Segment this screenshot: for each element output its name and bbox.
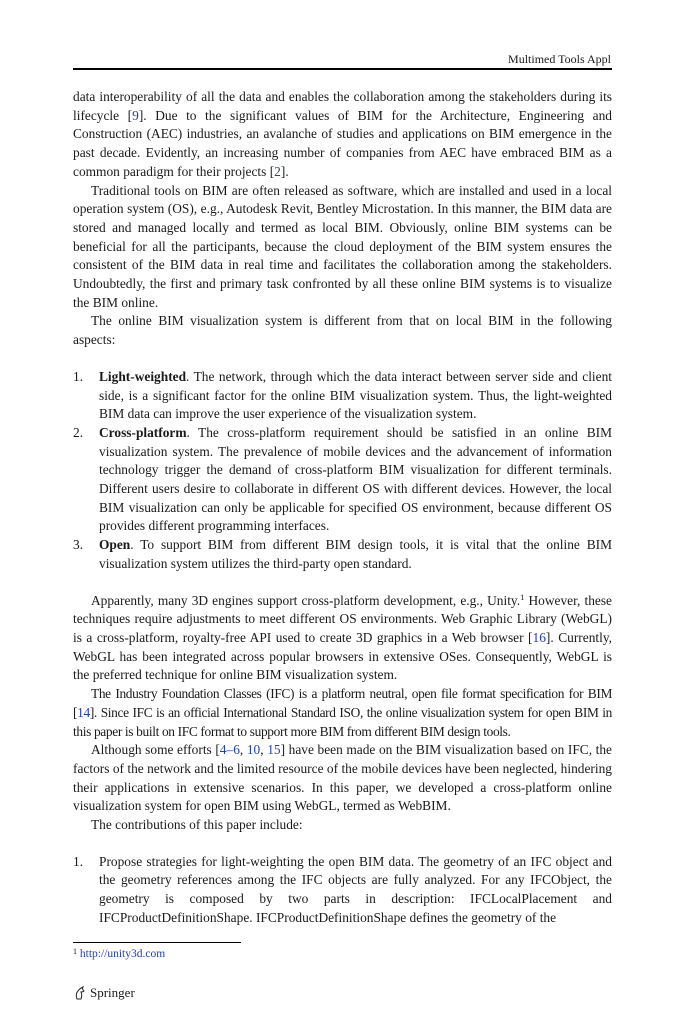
- citation-link[interactable]: 9: [132, 107, 139, 123]
- paragraph-4: Apparently, many 3D engines support cross-platform development, e.g., Unity.$^1$ However, these techniques require adjustments to meet different OS environments. Web Graphic Library (WebGL) is a cross-platform, royalty-free API used to create 3D graphics in a Web browser [16]. Currently, WebGL has been integrated across popular browsers in extensive OSes. Consequently, WebGL is the preferred technique for online BIM visualization system.: [73, 591, 612, 683]
- list-item: 1. Light-weighted. The network, through which the data interact between server side and client side, is a significant factor for the online BIM visualization system. Thus, the light-weighted BIM data can improve the user experience of the visualization system.: [73, 368, 612, 422]
- footnote-link[interactable]: http://unity3d.com: [79, 948, 166, 960]
- citation-link[interactable]: 16: [532, 629, 546, 645]
- footnote-rule: [73, 942, 241, 943]
- paragraph-3: The online BIM visualization system is different from that on local BIM in the following aspects:: [73, 313, 612, 348]
- contributions-list: [73, 853, 612, 928]
- journal-name: Multimed Tools Appl: [508, 52, 611, 66]
- publisher-logo: Springer: [73, 985, 135, 1001]
- citation-link[interactable]: 2: [274, 163, 281, 179]
- list-item: 2. Cross-platform. The cross-platform requirement should be satisfied in an online BIM visualization system. The prevalence of mobile devices and the advancement of information technology trigger the demand of cross-platform BIM visualization for different terminals. Different users desire to collaborate in different OS with different devices. However, the local BIM visualization can only be applicable for specified OS environment, because different OS provides different programming interfaces.: [73, 424, 612, 534]
- paragraph-7: The contributions of this paper include:: [91, 817, 303, 833]
- citation-link[interactable]: 14: [77, 704, 90, 720]
- paragraph-2: Traditional tools on BIM are often released as software, which are installed and used in a local operation system (OS), e.g., Autodesk Revit, Bentley Microstation. In this manner, the BIM data are stored and managed locally and termed as local BIM. Obviously, online BIM systems can be beneficial for all the participants, because the cloud deployment of the BIM system ensures the consistent of the BIM data in real time and facilitates the collaboration among the stakeholders. Undoubtedly, the first and primary task confronted by all these online BIM systems is to visualize the BIM online.: [73, 182, 612, 310]
- paragraph-5: The Industry Foundation Classes (IFC) is a platform neutral, open file format specification for BIM [14]. Since IFC is an official International Standard ISO, the online visualization system for open BIM in this paper is built on IFC format to support more BIM from different BIM design tools.: [73, 686, 612, 739]
- springer-horse-icon: [73, 986, 87, 1000]
- header-rule: [73, 68, 612, 70]
- list-item: 1. Propose strategies for light-weighting the open BIM data. The geometry of an IFC object and the geometry references among the IFC objects are fully analyzed. For any IFCObject, the geometry is composed by two parts in description: IFCLocalPlacement and IFCProductDefinitionShape. IFCProductDefinitionShape defines the geometry of the: [73, 853, 612, 925]
- paragraph-1: data interoperability of all the data and enables the collaboration among the stakeholders during its lifecycle [9]. Due to the significant values of BIM for the Architecture, Engineering and Construction (AEC) industries, an avalanche of studies and applications on BIM emergence in the past decade. Evidently, an increasing number of companies from AEC have embraced BIM as a common paradigm for their projects [2].: [73, 89, 612, 179]
- body-text: [73, 88, 612, 928]
- citation-link[interactable]: 15: [267, 742, 281, 758]
- paragraph-6: Although some efforts [4–6, 10, 15] have been made on the BIM visualization based on IFC, the factors of the network and the limited resource of the mobile devices have been neglected, hindering their applications in extensive scenarios. In this paper, we developed a cross-platform online visualization system for open BIM using WebGL, termed as WebBIM.: [73, 742, 613, 814]
- footnote: $^1$ http://unity3d.com: [73, 947, 166, 960]
- list-item: 3. Open. To support BIM from different BIM design tools, it is vital that the online BIM visualization system utilizes the third-party open standard.: [73, 537, 612, 571]
- citation-link[interactable]: 10: [246, 742, 261, 758]
- footnote-marker[interactable]: 1: [520, 591, 525, 602]
- aspects-list: [73, 368, 612, 574]
- citation-link[interactable]: 4–6: [219, 742, 240, 758]
